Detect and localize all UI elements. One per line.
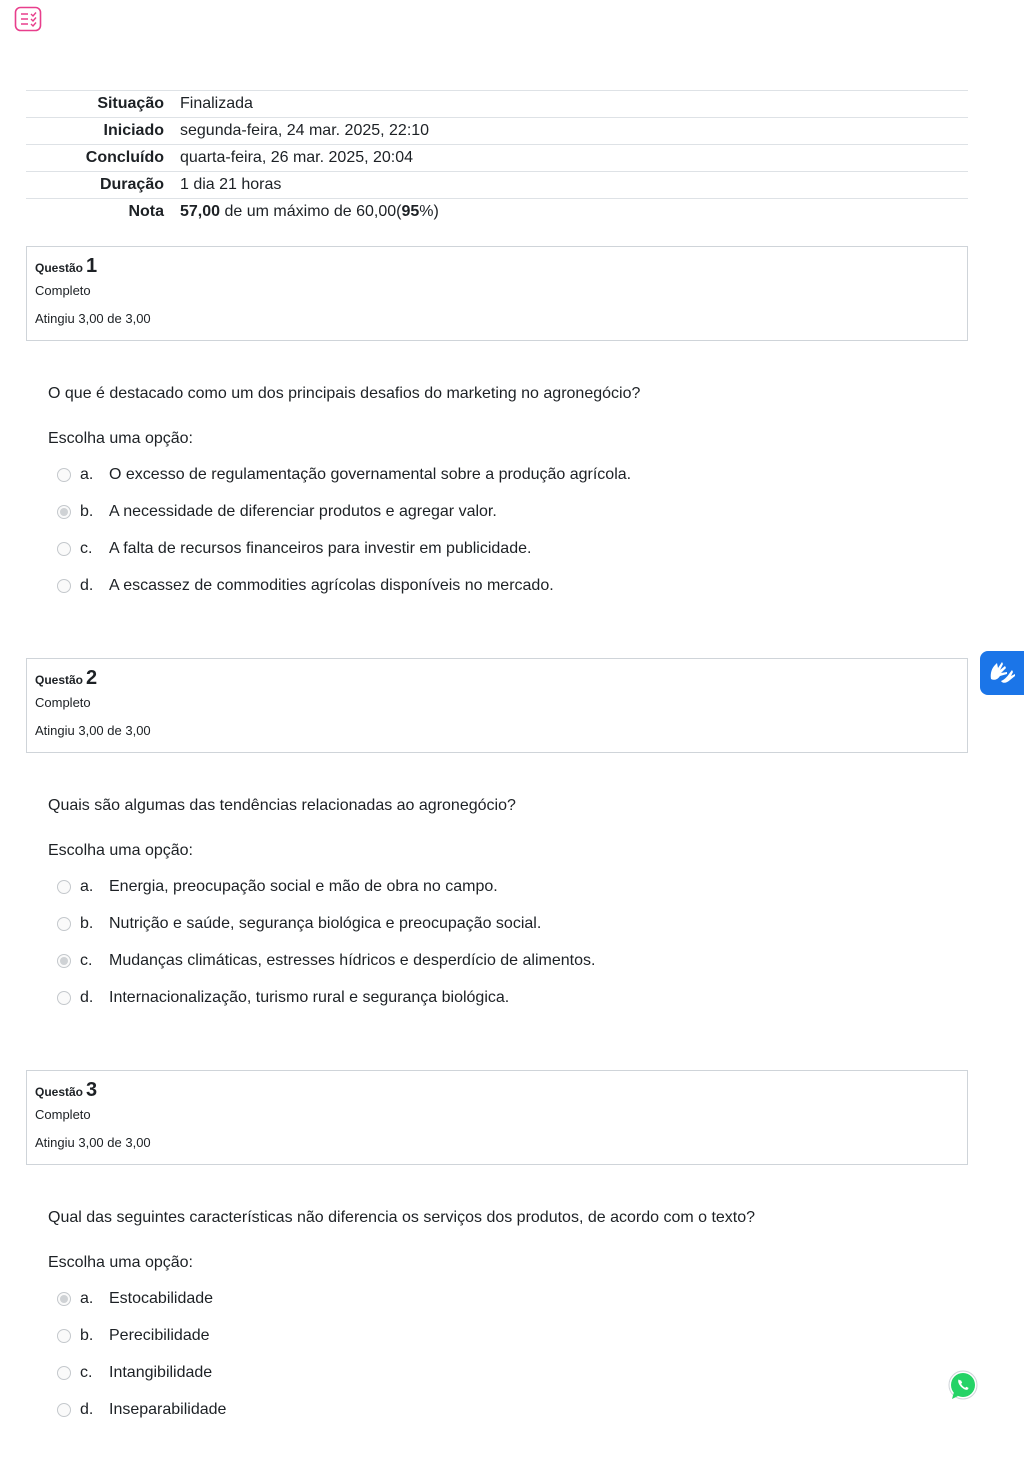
- summary-value: segunda-feira, 24 mar. 2025, 22:10: [180, 122, 430, 139]
- question-number: [35, 254, 959, 278]
- question-number: [35, 666, 959, 690]
- question-text-2: Quais são algumas das tendências relacionadas ao agronegócio?: [48, 797, 516, 814]
- summary-row-started: [26, 117, 968, 144]
- summary-row-state: [26, 90, 968, 117]
- summary-value: 1 dia 21 horas: [180, 176, 282, 193]
- answer-option[interactable]: [57, 868, 937, 905]
- quiz-navigation-icon[interactable]: [14, 6, 43, 32]
- answer-letter: c.: [80, 951, 93, 969]
- choose-option-prompt: Escolha uma opção:: [48, 842, 193, 859]
- question-label: Questão: [35, 261, 84, 275]
- choose-option-prompt: Escolha uma opção:: [48, 430, 193, 447]
- answer-letter: c.: [80, 1363, 93, 1381]
- radio-button[interactable]: [57, 1329, 71, 1343]
- whatsapp-icon[interactable]: [946, 1369, 980, 1403]
- answer-text: A falta de recursos financeiros para investir em publicidade.: [109, 539, 532, 557]
- grade-percent-suffix: %): [419, 203, 439, 220]
- question-state: Completo: [35, 695, 91, 710]
- question-state: Completo: [35, 1107, 91, 1122]
- radio-button[interactable]: [57, 468, 71, 482]
- summary-label: Iniciado: [103, 122, 164, 139]
- answer-option[interactable]: [57, 567, 937, 604]
- answer-option[interactable]: [57, 979, 937, 1016]
- question-text-3: Qual das seguintes características não diferencia os serviços dos produtos, de acordo com o texto?: [48, 1209, 756, 1226]
- question-label: Questão: [35, 1085, 84, 1099]
- grade-max: de um máximo de 60,00(: [224, 203, 402, 220]
- radio-button[interactable]: [57, 880, 71, 894]
- summary-value: Finalizada: [180, 95, 253, 112]
- answer-text: Energia, preocupação social e mão de obra no campo.: [109, 877, 498, 895]
- summary-row-grade: [26, 198, 968, 225]
- answer-option[interactable]: [57, 530, 937, 567]
- answer-letter: a.: [80, 465, 94, 483]
- summary-label: Concluído: [85, 149, 164, 166]
- answer-option[interactable]: [57, 456, 937, 493]
- answer-text: A necessidade de diferenciar produtos e agregar valor.: [109, 502, 497, 520]
- summary-row-duration: [26, 171, 968, 198]
- answer-letter: b.: [80, 1326, 94, 1344]
- answer-letter: a.: [80, 877, 94, 895]
- choose-option-prompt: Escolha uma opção:: [48, 1254, 193, 1271]
- answer-option[interactable]: [57, 1317, 937, 1354]
- answer-option[interactable]: [57, 1391, 937, 1428]
- question-text-1: O que é destacado como um dos principais desafios do marketing no agronegócio?: [48, 385, 641, 402]
- sign-language-hands-icon[interactable]: [980, 651, 1024, 695]
- radio-button[interactable]: [57, 917, 71, 931]
- attempt-summary-table: [26, 90, 968, 225]
- radio-button-checked[interactable]: [57, 1292, 71, 1306]
- question-grade: Atingiu 3,00 de 3,00: [35, 311, 151, 326]
- answer-text: Perecibilidade: [109, 1326, 210, 1344]
- answer-option[interactable]: [57, 1280, 937, 1317]
- question-info-1: [26, 246, 968, 341]
- answer-text: Inseparabilidade: [109, 1400, 227, 1418]
- answer-list-1: [57, 456, 937, 604]
- radio-button-checked[interactable]: [57, 505, 71, 519]
- radio-button[interactable]: [57, 991, 71, 1005]
- answer-text: Intangibilidade: [109, 1363, 213, 1381]
- answer-option[interactable]: [57, 1354, 937, 1391]
- question-grade: Atingiu 3,00 de 3,00: [35, 1135, 151, 1150]
- answer-option[interactable]: [57, 493, 937, 530]
- answer-text: Nutrição e saúde, segurança biológica e preocupação social.: [109, 914, 542, 932]
- answer-letter: d.: [80, 1400, 94, 1418]
- question-number: [35, 1078, 959, 1102]
- grade-score: 57,00: [180, 203, 221, 220]
- question-grade: Atingiu 3,00 de 3,00: [35, 723, 151, 738]
- answer-letter: c.: [80, 539, 93, 557]
- summary-value: [180, 203, 968, 221]
- question-number-value: 1: [86, 255, 98, 277]
- answer-text: Estocabilidade: [109, 1289, 214, 1307]
- radio-button[interactable]: [57, 542, 71, 556]
- answer-option[interactable]: [57, 905, 937, 942]
- grade-percent: 95: [401, 203, 420, 220]
- summary-label: Situação: [97, 95, 164, 112]
- answer-option[interactable]: [57, 942, 937, 979]
- answer-text: O excesso de regulamentação governamental sobre a produção agrícola.: [109, 465, 632, 483]
- answer-text: A escassez de commodities agrícolas disponíveis no mercado.: [109, 576, 554, 594]
- radio-button[interactable]: [57, 579, 71, 593]
- question-info-3: [26, 1070, 968, 1165]
- question-number-value: 3: [86, 1079, 98, 1101]
- answer-letter: d.: [80, 988, 94, 1006]
- question-label: Questão: [35, 673, 84, 687]
- answer-list-2: [57, 868, 937, 1016]
- answer-text: Internacionalização, turismo rural e segurança biológica.: [109, 988, 510, 1006]
- summary-label: Nota: [128, 203, 164, 220]
- answer-text: Mudanças climáticas, estresses hídricos e desperdício de alimentos.: [109, 951, 596, 969]
- radio-button-checked[interactable]: [57, 954, 71, 968]
- answer-letter: a.: [80, 1289, 94, 1307]
- radio-button[interactable]: [57, 1403, 71, 1417]
- summary-value: quarta-feira, 26 mar. 2025, 20:04: [180, 149, 414, 166]
- summary-row-completed: [26, 144, 968, 171]
- radio-button[interactable]: [57, 1366, 71, 1380]
- answer-letter: d.: [80, 576, 94, 594]
- answer-letter: b.: [80, 502, 94, 520]
- summary-label: Duração: [99, 176, 164, 193]
- answer-list-3: [57, 1280, 937, 1428]
- question-number-value: 2: [86, 667, 98, 689]
- question-state: Completo: [35, 283, 91, 298]
- answer-letter: b.: [80, 914, 94, 932]
- question-info-2: [26, 658, 968, 753]
